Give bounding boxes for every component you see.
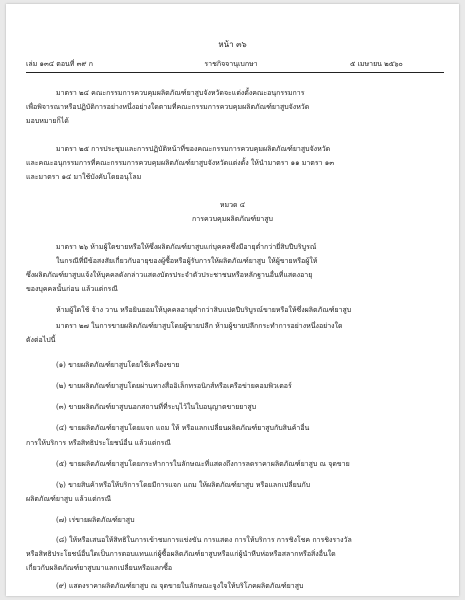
section-27-line-1: มาตรา ๒๗ ในการขายผลิตภัณฑ์ยาสูบโดยผู้ขายปลีก ห้ามผู้ขายปลีกกระทำการอย่างหนึ่งอย่างใด — [56, 322, 343, 330]
issue-date: ๕ เมษายน ๒๕๖๐ — [350, 60, 403, 68]
chapter-title: การควบคุมผลิตภัณฑ์ยาสูบ — [192, 215, 273, 223]
list-item-continuation: หรือสิทธิประโยชน์อื่นใดเป็นการตอบแทนแก่ผู้ซื้อผลิตภัณฑ์ยาสูบหรือแก่ผู้นำหีบห่อหรือสลากหรือสิ่งอื่นใด — [26, 550, 336, 558]
section-25-line-3: และมาตรา ๑๔ มาใช้บังคับโดยอนุโลม — [26, 173, 142, 181]
gazette-page — [6, 4, 459, 596]
section-25-line-1: มาตรา ๒๕ การประชุมและการปฏิบัติหน้าที่ของคณะกรรมการควบคุมผลิตภัณฑ์ยาสูบจังหวัด — [56, 145, 331, 153]
header-rule — [26, 72, 444, 73]
section-24-line-1: มาตรา ๒๔ คณะกรรมการควบคุมผลิตภัณฑ์ยาสูบจังหวัดจะแต่งตั้งคณะอนุกรรมการ — [56, 89, 305, 97]
section-27-line-2: ดังต่อไปนี้ — [26, 336, 56, 344]
volume-issue: เล่ม ๑๓๔ ตอนที่ ๓๙ ก — [26, 60, 94, 68]
list-item: (๑) ขายผลิตภัณฑ์ยาสูบโดยใช้เครื่องขาย — [56, 361, 180, 369]
page-number: หน้า ๓๖ — [218, 40, 247, 49]
list-item: (๖) ขายสินค้าหรือให้บริการโดยมีการแจก แถม ให้ผลิตภัณฑ์ยาสูบ หรือแลกเปลี่ยนกับ — [56, 481, 311, 489]
section-26-line-4: ของบุคคลนั้นก่อน แล้วแต่กรณี — [26, 285, 118, 293]
list-item-continuation: เกี่ยวกับผลิตภัณฑ์ยาสูบมาแลกเปลี่ยนหรือแลกซื้อ — [26, 564, 173, 572]
list-item: (๘) ให้หรือเสนอให้สิทธิในการเข้าชมการแข่งขัน การแสดง การให้บริการ การชิงโชค การชิงรางวัล — [56, 536, 352, 544]
chapter-number: หมวด ๔ — [219, 201, 246, 209]
list-item-continuation: การให้บริการ หรือสิทธิประโยชน์อื่น แล้วแต่กรณี — [26, 439, 171, 447]
list-item: (๓) ขายผลิตภัณฑ์ยาสูบนอกสถานที่ที่ระบุไว้ในใบอนุญาตขายยาสูบ — [56, 403, 257, 411]
list-item: (๒) ขายผลิตภัณฑ์ยาสูบโดยผ่านทางสื่ออิเล็กทรอนิกส์หรือเครือข่ายคอมพิวเตอร์ — [56, 382, 292, 390]
list-item-continuation: ผลิตภัณฑ์ยาสูบ แล้วแต่กรณี — [26, 495, 112, 503]
section-26-line-3: ซึ่งผลิตภัณฑ์ยาสูบแจ้งให้บุคคลดังกล่าวแสดงบัตรประจำตัวประชาชนหรือหลักฐานอื่นที่แสดงอายุ — [26, 271, 313, 279]
list-item: (๙) แสดงราคาผลิตภัณฑ์ยาสูบ ณ จุดขายในลักษณะจูงใจให้บริโภคผลิตภัณฑ์ยาสูบ — [56, 582, 304, 590]
section-25-line-2: และคณะอนุกรรมการที่คณะกรรมการควบคุมผลิตภัณฑ์ยาสูบจังหวัดแต่งตั้ง ให้นำมาตรา ๑๑ มาตรา ๑๓ — [26, 159, 334, 167]
section-26-line-5: ห้ามผู้ใดใช้ จ้าง วาน หรือยินยอมให้บุคคลอายุต่ำกว่าสิบแปดปีบริบูรณ์ขายหรือให้ซึ่งผลิตภัณฑ์ยาสูบ — [56, 306, 352, 314]
section-24-line-3: มอบหมายก็ได้ — [26, 117, 69, 125]
section-26-line-1: มาตรา ๒๖ ห้ามผู้ใดขายหรือให้ซึ่งผลิตภัณฑ์ยาสูบแก่บุคคลซึ่งมีอายุต่ำกว่ายี่สิบปีบริบูรณ์ — [56, 243, 317, 251]
list-item: (๗) เร่ขายผลิตภัณฑ์ยาสูบ — [56, 516, 135, 524]
gazette-name: ราชกิจจานุเบกษา — [204, 60, 258, 68]
list-item: (๔) ขายผลิตภัณฑ์ยาสูบโดยแจก แถม ให้ หรือแลกเปลี่ยนผลิตภัณฑ์ยาสูบกับสินค้าอื่น — [56, 424, 310, 432]
section-24-line-2: เพื่อพิจารณาหรือปฏิบัติการอย่างหนึ่งอย่างใดตามที่คณะกรรมการควบคุมผลิตภัณฑ์ยาสูบจังหวัด — [26, 103, 310, 111]
section-26-line-2: ในกรณีที่มีข้อสงสัยเกี่ยวกับอายุของผู้ซื้อหรือผู้รับการให้ผลิตภัณฑ์ยาสูบ ให้ผู้ขายหรือผู้ให้ — [56, 257, 318, 265]
list-item: (๕) ขายผลิตภัณฑ์ยาสูบโดยกระทำการในลักษณะที่แสดงถึงการลดราคาผลิตภัณฑ์ยาสูบ ณ จุดขาย — [56, 460, 350, 468]
